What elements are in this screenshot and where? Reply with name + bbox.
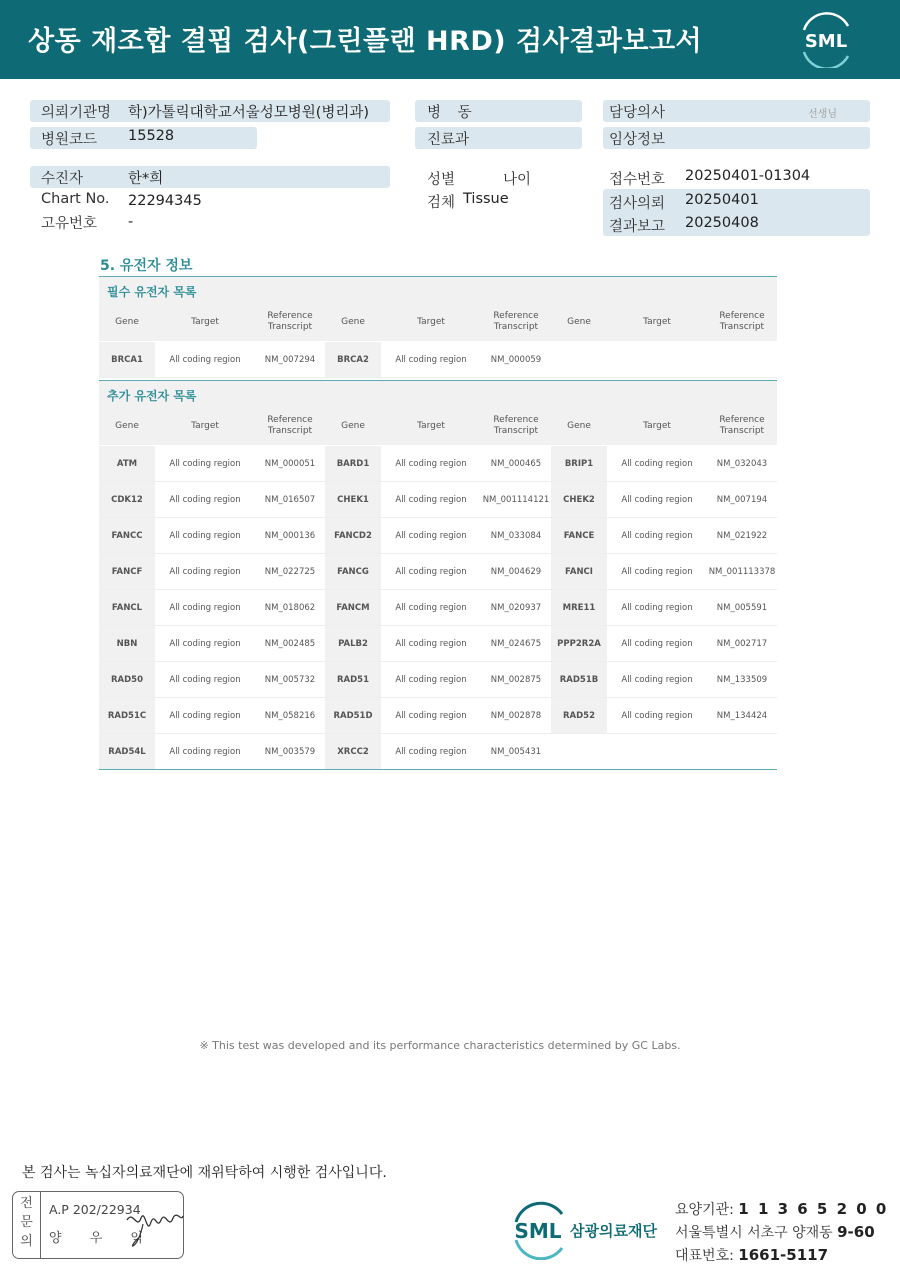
reference-cell: NM_020937 <box>481 590 551 626</box>
phone-line <box>675 1245 828 1265</box>
target-cell: All coding region <box>155 554 255 590</box>
target-cell: All coding region <box>381 482 481 518</box>
department-label: 진료과 <box>427 132 470 148</box>
target-cell: All coding region <box>381 554 481 590</box>
outsourcing-notice: 본 검사는 녹십자의료재단에 재위탁하여 시행한 검사입니다. <box>22 1165 387 1181</box>
reception-label: 접수번호 <box>609 172 666 188</box>
chart-label: Chart No. <box>41 191 110 207</box>
report-title: 상동 재조합 결핍 검사(그린플랜 HRD) 검사결과보고서 <box>28 26 703 57</box>
target-cell: All coding region <box>155 662 255 698</box>
gene-cell: CDK12 <box>99 482 155 518</box>
report-value: 20250408 <box>685 215 759 231</box>
logo-text: SML <box>804 31 848 52</box>
column-header-reference: Reference Transcript <box>481 303 551 342</box>
required-genes-body <box>99 303 777 378</box>
column-header-gene: Gene <box>551 303 607 342</box>
reference-cell: NM_000136 <box>255 518 325 554</box>
reference-cell: NM_007194 <box>707 482 777 518</box>
reference-cell: NM_000465 <box>481 446 551 482</box>
reference-cell: NM_002875 <box>481 662 551 698</box>
report-label: 결과보고 <box>609 219 666 235</box>
gene-cell: RAD51B <box>551 662 607 698</box>
gene-cell: RAD52 <box>551 698 607 734</box>
target-cell <box>607 734 707 770</box>
required-genes-heading <box>99 276 777 303</box>
hospital-code-value: 15528 <box>128 128 175 144</box>
table-row <box>99 698 777 734</box>
target-cell: All coding region <box>155 342 255 378</box>
additional-genes-body <box>99 407 777 770</box>
target-cell: All coding region <box>381 446 481 482</box>
column-header-reference: Reference Transcript <box>255 407 325 446</box>
target-cell <box>607 342 707 378</box>
gene-cell: FANCE <box>551 518 607 554</box>
target-cell: All coding region <box>607 554 707 590</box>
table-row <box>99 518 777 554</box>
gene-cell: XRCC2 <box>325 734 381 770</box>
doctor-suffix: 선생님 <box>808 109 837 120</box>
table-row <box>99 482 777 518</box>
specialist-label <box>13 1192 41 1258</box>
table-bottom-rule <box>99 769 777 770</box>
target-cell: All coding region <box>155 482 255 518</box>
specialist-text: 전문의 <box>20 1196 33 1249</box>
reference-cell: NM_058216 <box>255 698 325 734</box>
table-row <box>99 590 777 626</box>
gene-cell: PPP2R2A <box>551 626 607 662</box>
additional-genes-heading <box>99 380 777 407</box>
chart-value: 22294345 <box>128 193 202 209</box>
reference-cell: NM_005591 <box>707 590 777 626</box>
table-row <box>99 626 777 662</box>
gene-cell: FANCF <box>99 554 155 590</box>
target-cell: All coding region <box>381 626 481 662</box>
institution-label: 의뢰기관명 <box>41 105 112 121</box>
gene-cell: FANCI <box>551 554 607 590</box>
ap-number: A.P 202/22934 <box>49 1202 141 1217</box>
institution-code-label: 요양기관: <box>675 1202 734 1218</box>
gene-cell: BRCA1 <box>99 342 155 378</box>
foundation-name: 삼광의료재단 <box>570 1222 657 1240</box>
reference-cell: NM_021922 <box>707 518 777 554</box>
reference-cell: NM_000059 <box>481 342 551 378</box>
phone-value: 1661-5117 <box>738 1246 829 1264</box>
reference-cell: NM_001114121 <box>481 482 551 518</box>
institution-code-line <box>675 1199 888 1219</box>
column-header-reference: Reference Transcript <box>707 407 777 446</box>
patient-box <box>30 166 390 188</box>
request-value: 20250401 <box>685 192 759 208</box>
additional-genes-title: 추가 유전자 목록 <box>107 389 197 403</box>
target-cell: All coding region <box>607 590 707 626</box>
reference-cell: NM_022725 <box>255 554 325 590</box>
column-header-target: Target <box>607 407 707 446</box>
section-title: 5. 유전자 정보 <box>100 258 193 274</box>
doctor-label: 담당의사 <box>609 105 666 121</box>
unique-label: 고유번호 <box>41 216 98 232</box>
address-line <box>675 1222 875 1242</box>
address-text: 서울특별시 서초구 양재동 <box>675 1225 833 1241</box>
target-cell: All coding region <box>381 590 481 626</box>
required-genes-table <box>99 303 777 378</box>
column-header-reference: Reference Transcript <box>481 407 551 446</box>
request-label: 검사의뢰 <box>609 196 666 212</box>
gene-cell: RAD51 <box>325 662 381 698</box>
gene-cell: CHEK1 <box>325 482 381 518</box>
unique-value: - <box>128 214 134 230</box>
reference-cell: NM_134424 <box>707 698 777 734</box>
column-header-reference: Reference Transcript <box>255 303 325 342</box>
reference-cell: NM_002717 <box>707 626 777 662</box>
additional-genes-table <box>99 407 777 770</box>
footnote: ※ This test was developed and its performance characteristics determined by GC Labs. <box>199 1039 681 1052</box>
target-cell: All coding region <box>607 626 707 662</box>
column-header-gene: Gene <box>551 407 607 446</box>
column-header-target: Target <box>155 303 255 342</box>
table-header-row <box>99 407 777 446</box>
address-number: 9-60 <box>837 1223 875 1241</box>
reference-cell: NM_032043 <box>707 446 777 482</box>
target-cell: All coding region <box>607 518 707 554</box>
table-row <box>99 554 777 590</box>
specimen-value: Tissue <box>463 191 509 207</box>
gene-cell: NBN <box>99 626 155 662</box>
target-cell: All coding region <box>155 590 255 626</box>
patient-value: 한*희 <box>128 171 164 187</box>
gene-cell: ATM <box>99 446 155 482</box>
gene-cell: FANCC <box>99 518 155 554</box>
gene-cell: BRIP1 <box>551 446 607 482</box>
target-cell: All coding region <box>155 446 255 482</box>
table-header-row <box>99 303 777 342</box>
gene-cell: RAD54L <box>99 734 155 770</box>
column-header-target: Target <box>607 303 707 342</box>
specimen-label: 검체 <box>427 195 456 211</box>
table-row <box>99 734 777 770</box>
gene-cell: BARD1 <box>325 446 381 482</box>
table-row <box>99 446 777 482</box>
footer-logo-text: SML <box>514 1219 562 1243</box>
gene-cell: MRE11 <box>551 590 607 626</box>
target-cell: All coding region <box>381 342 481 378</box>
reference-cell: NM_001113378 <box>707 554 777 590</box>
gene-cell: FANCD2 <box>325 518 381 554</box>
table-row <box>99 342 777 378</box>
reference-cell: NM_016507 <box>255 482 325 518</box>
sml-logo-icon <box>796 12 856 68</box>
reference-cell: NM_002878 <box>481 698 551 734</box>
patient-label: 수진자 <box>41 171 84 187</box>
column-header-gene: Gene <box>99 407 155 446</box>
target-cell: All coding region <box>155 626 255 662</box>
reference-cell: NM_000051 <box>255 446 325 482</box>
column-header-gene: Gene <box>99 303 155 342</box>
column-header-target: Target <box>381 407 481 446</box>
reference-cell: NM_005732 <box>255 662 325 698</box>
column-header-gene: Gene <box>325 407 381 446</box>
target-cell: All coding region <box>607 662 707 698</box>
reference-cell: NM_024675 <box>481 626 551 662</box>
target-cell: All coding region <box>607 698 707 734</box>
ward-label: 병 동 <box>427 105 478 121</box>
target-cell: All coding region <box>155 518 255 554</box>
reference-cell: NM_003579 <box>255 734 325 770</box>
column-header-gene: Gene <box>325 303 381 342</box>
gene-cell: FANCL <box>99 590 155 626</box>
target-cell: All coding region <box>381 662 481 698</box>
gene-cell: BRCA2 <box>325 342 381 378</box>
gene-cell: FANCG <box>325 554 381 590</box>
institution-code-value: 1 1 3 6 5 2 0 0 <box>738 1200 889 1218</box>
target-cell: All coding region <box>381 734 481 770</box>
reference-cell <box>707 734 777 770</box>
reference-cell: NM_133509 <box>707 662 777 698</box>
handwritten-signature-icon <box>123 1200 185 1250</box>
institution-value: 학)가톨릭대학교서울성모병원(병리과) <box>128 105 370 121</box>
gene-cell: FANCM <box>325 590 381 626</box>
column-header-target: Target <box>155 407 255 446</box>
gene-cell <box>551 342 607 378</box>
target-cell: All coding region <box>155 698 255 734</box>
signature-box <box>12 1191 184 1259</box>
report-header <box>0 0 900 79</box>
gene-cell: RAD51C <box>99 698 155 734</box>
reception-value: 20250401-01304 <box>685 168 811 184</box>
required-genes-title: 필수 유전자 목록 <box>107 285 197 299</box>
gene-cell: CHEK2 <box>551 482 607 518</box>
reference-cell: NM_018062 <box>255 590 325 626</box>
reference-cell: NM_004629 <box>481 554 551 590</box>
target-cell: All coding region <box>381 518 481 554</box>
target-cell: All coding region <box>607 482 707 518</box>
reference-cell: NM_033084 <box>481 518 551 554</box>
gene-cell <box>551 734 607 770</box>
target-cell: All coding region <box>607 446 707 482</box>
gene-cell: RAD51D <box>325 698 381 734</box>
reference-cell: NM_005431 <box>481 734 551 770</box>
target-cell: All coding region <box>381 698 481 734</box>
reference-cell: NM_007294 <box>255 342 325 378</box>
clinical-label: 임상정보 <box>609 132 666 148</box>
reference-cell <box>707 342 777 378</box>
table-row <box>99 662 777 698</box>
sex-label: 성별 <box>427 172 456 188</box>
column-header-reference: Reference Transcript <box>707 303 777 342</box>
reference-cell: NM_002485 <box>255 626 325 662</box>
pathologist-name: 양 우 익 <box>49 1231 155 1246</box>
hospital-code-label: 병원코드 <box>41 132 98 148</box>
gene-cell: RAD50 <box>99 662 155 698</box>
gene-cell: PALB2 <box>325 626 381 662</box>
age-label: 나이 <box>503 172 532 188</box>
target-cell: All coding region <box>155 734 255 770</box>
column-header-target: Target <box>381 303 481 342</box>
phone-label: 대표번호: <box>675 1248 734 1264</box>
